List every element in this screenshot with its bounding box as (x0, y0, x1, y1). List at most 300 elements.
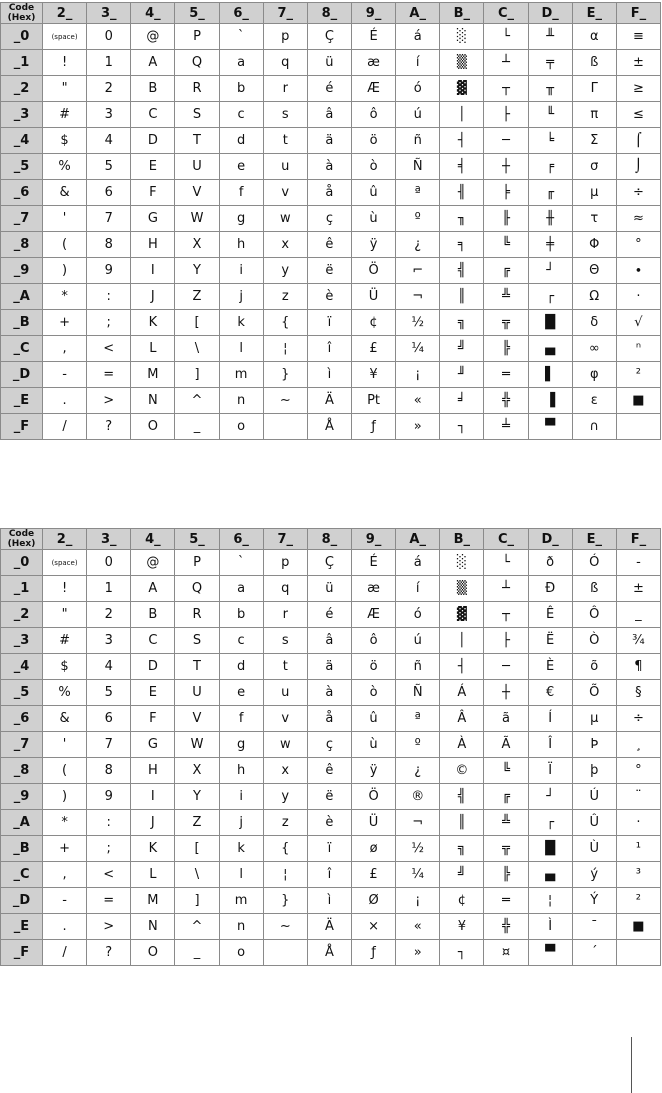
char-cell: H (131, 232, 175, 258)
char-cell: Ü (351, 810, 395, 836)
char-cell: . (43, 388, 87, 414)
char-cell: Φ (572, 232, 616, 258)
char-cell: f (219, 706, 263, 732)
char-cell: ─ (484, 128, 528, 154)
char-cell: B (131, 602, 175, 628)
char-cell: G (131, 206, 175, 232)
char-cell: ╙ (528, 102, 572, 128)
char-cell: ¡ (396, 888, 440, 914)
row-header: _8 (1, 232, 43, 258)
char-cell: T (175, 654, 219, 680)
char-cell: ? (87, 414, 131, 440)
char-cell: Ã (484, 732, 528, 758)
char-cell: 3 (87, 102, 131, 128)
table-row (1, 50, 661, 76)
char-cell: ║ (440, 810, 484, 836)
char-cell: Y (175, 784, 219, 810)
char-cell: ┌ (528, 284, 572, 310)
char-cell: ▄ (528, 336, 572, 362)
column-header: 7_ (263, 529, 307, 550)
char-cell: ¬ (396, 284, 440, 310)
char-cell: ╫ (528, 206, 572, 232)
char-cell: ■ (616, 388, 660, 414)
table-row (1, 732, 661, 758)
char-cell: ï (307, 310, 351, 336)
row-header: _6 (1, 180, 43, 206)
char-cell: ' (43, 732, 87, 758)
char-cell: q (263, 50, 307, 76)
char-cell: V (175, 706, 219, 732)
row-header: _C (1, 336, 43, 362)
char-cell: ≤ (616, 102, 660, 128)
char-cell: ╔ (484, 258, 528, 284)
char-cell: ┘ (528, 784, 572, 810)
char-cell: ò (351, 680, 395, 706)
char-cell: ═ (484, 362, 528, 388)
char-cell: 7 (87, 732, 131, 758)
char-cell: π (572, 102, 616, 128)
row-header: _4 (1, 654, 43, 680)
char-cell: ¥ (351, 362, 395, 388)
char-cell: ║ (440, 284, 484, 310)
table-row (1, 914, 661, 940)
char-cell: ░ (440, 550, 484, 576)
char-cell: @ (131, 550, 175, 576)
char-cell: P (175, 24, 219, 50)
table-row (1, 940, 661, 966)
char-cell: ∩ (572, 414, 616, 440)
char-cell: 8 (87, 232, 131, 258)
char-cell: É (351, 550, 395, 576)
char-cell: F (131, 180, 175, 206)
char-cell: ë (307, 258, 351, 284)
column-header: D_ (528, 529, 572, 550)
char-cell: ╦ (484, 836, 528, 862)
column-header: 6_ (219, 529, 263, 550)
char-cell: o (219, 940, 263, 966)
char-cell: z (263, 284, 307, 310)
char-cell: ô (351, 628, 395, 654)
char-cell: y (263, 258, 307, 284)
char-cell (616, 940, 660, 966)
char-cell: € (528, 680, 572, 706)
char-cell: ┤ (440, 128, 484, 154)
char-cell: └ (484, 24, 528, 50)
char-cell: k (219, 310, 263, 336)
table-row (1, 24, 661, 50)
char-cell: $ (43, 128, 87, 154)
char-cell: Ý (572, 888, 616, 914)
char-cell: ä (307, 654, 351, 680)
char-cell: Õ (572, 680, 616, 706)
char-cell: ^ (175, 914, 219, 940)
char-cell: 9 (87, 258, 131, 284)
char-cell: ▌ (528, 362, 572, 388)
char-cell: ç (307, 206, 351, 232)
char-cell: 9 (87, 784, 131, 810)
row-header: _0 (1, 550, 43, 576)
char-cell: Ó (572, 550, 616, 576)
char-cell: é (307, 602, 351, 628)
char-cell: ƒ (351, 940, 395, 966)
char-cell: ─ (484, 654, 528, 680)
char-cell: * (43, 810, 87, 836)
row-header: _D (1, 362, 43, 388)
char-cell: É (351, 24, 395, 50)
char-cell: P (175, 550, 219, 576)
char-cell: R (175, 76, 219, 102)
char-cell: ü (307, 50, 351, 76)
header-row (1, 3, 661, 24)
row-header: _0 (1, 24, 43, 50)
row-header: _E (1, 914, 43, 940)
char-cell: y (263, 784, 307, 810)
char-cell: 1 (87, 50, 131, 76)
char-cell: _ (616, 602, 660, 628)
char-cell: q (263, 576, 307, 602)
char-cell: ö (351, 654, 395, 680)
table-row (1, 414, 661, 440)
char-cell: ¾ (616, 628, 660, 654)
char-cell: Ä (307, 388, 351, 414)
char-cell: ã (484, 706, 528, 732)
char-cell: % (43, 680, 87, 706)
char-cell: $ (43, 654, 87, 680)
row-header: _B (1, 836, 43, 862)
column-header: D_ (528, 3, 572, 24)
char-cell: Pt (351, 388, 395, 414)
char-cell: » (396, 940, 440, 966)
corner-header: Code (Hex) (1, 3, 43, 24)
char-cell: t (263, 654, 307, 680)
char-cell: X (175, 758, 219, 784)
row-header: _B (1, 310, 43, 336)
char-cell: \ (175, 862, 219, 888)
char-cell: } (263, 888, 307, 914)
char-cell: S (175, 102, 219, 128)
char-cell: 4 (87, 654, 131, 680)
row-header: _9 (1, 784, 43, 810)
char-cell: I (131, 258, 175, 284)
char-cell: ┴ (484, 50, 528, 76)
char-cell: ¬ (396, 810, 440, 836)
char-cell: û (351, 706, 395, 732)
char-cell: Ø (351, 888, 395, 914)
char-cell: 7 (87, 206, 131, 232)
char-cell: m (219, 888, 263, 914)
char-cell: Ì (528, 914, 572, 940)
char-cell: J (131, 810, 175, 836)
char-cell: (space) (43, 24, 87, 50)
char-cell: ╣ (440, 784, 484, 810)
char-cell: ┘ (528, 258, 572, 284)
char-cell: Ñ (396, 680, 440, 706)
char-cell: © (440, 758, 484, 784)
char-cell: H (131, 758, 175, 784)
char-cell: Î (528, 732, 572, 758)
table-row (1, 388, 661, 414)
char-cell: ╚ (484, 232, 528, 258)
char-cell: A (131, 576, 175, 602)
column-header: A_ (396, 529, 440, 550)
char-cell: ╓ (528, 180, 572, 206)
char-cell: ▒ (440, 50, 484, 76)
char-cell: Æ (351, 602, 395, 628)
char-cell: ~ (263, 388, 307, 414)
char-cell: ç (307, 732, 351, 758)
char-cell: s (263, 102, 307, 128)
char-cell: ∞ (572, 336, 616, 362)
char-cell: ë (307, 784, 351, 810)
row-header: _8 (1, 758, 43, 784)
char-cell: Ù (572, 836, 616, 862)
char-cell: ∙ (616, 258, 660, 284)
code-page-table-1 (0, 2, 661, 440)
char-cell: à (307, 154, 351, 180)
char-cell: ^ (175, 388, 219, 414)
char-cell: 8 (87, 758, 131, 784)
char-cell: ' (43, 206, 87, 232)
char-cell: ± (616, 576, 660, 602)
char-cell: ï (307, 836, 351, 862)
char-cell: , (43, 336, 87, 362)
table-row (1, 654, 661, 680)
table-row (1, 206, 661, 232)
char-cell: " (43, 76, 87, 102)
column-header: 2_ (43, 529, 87, 550)
char-cell: å (307, 706, 351, 732)
char-cell: ε (572, 388, 616, 414)
char-cell: ñ (396, 654, 440, 680)
char-cell: ╕ (440, 232, 484, 258)
char-cell: Ö (351, 258, 395, 284)
char-cell: # (43, 628, 87, 654)
char-cell: ≡ (616, 24, 660, 50)
char-cell: Á (440, 680, 484, 706)
char-cell: Γ (572, 76, 616, 102)
char-cell: █ (528, 310, 572, 336)
column-header: 9_ (351, 529, 395, 550)
char-cell: & (43, 180, 87, 206)
column-header: B_ (440, 529, 484, 550)
char-cell: b (219, 76, 263, 102)
char-cell: ? (87, 940, 131, 966)
char-cell: î (307, 336, 351, 362)
char-cell: e (219, 154, 263, 180)
char-cell: / (43, 940, 87, 966)
column-header: 2_ (43, 3, 87, 24)
char-cell: ╝ (440, 336, 484, 362)
char-cell: Z (175, 810, 219, 836)
table-row (1, 232, 661, 258)
char-cell: % (43, 154, 87, 180)
char-cell (263, 414, 307, 440)
char-cell: ¹ (616, 836, 660, 862)
char-cell: Û (572, 810, 616, 836)
row-header: _4 (1, 128, 43, 154)
char-cell: v (263, 706, 307, 732)
char-cell: þ (572, 758, 616, 784)
row-header: _A (1, 810, 43, 836)
char-cell: p (263, 24, 307, 50)
char-cell: È (528, 654, 572, 680)
char-cell: Æ (351, 76, 395, 102)
char-cell: ì (307, 888, 351, 914)
char-cell: ] (175, 362, 219, 388)
char-cell: Å (307, 414, 351, 440)
column-header: 5_ (175, 3, 219, 24)
char-cell: e (219, 680, 263, 706)
char-cell: r (263, 76, 307, 102)
char-cell: â (307, 628, 351, 654)
char-cell: 4 (87, 128, 131, 154)
char-cell: L (131, 336, 175, 362)
char-cell: æ (351, 50, 395, 76)
char-cell: " (43, 602, 87, 628)
char-cell: ` (219, 550, 263, 576)
char-cell: N (131, 388, 175, 414)
char-cell: ▀ (528, 414, 572, 440)
char-cell: > (87, 914, 131, 940)
char-cell: Ç (307, 24, 351, 50)
table-row (1, 810, 661, 836)
char-cell: à (307, 680, 351, 706)
char-cell: j (219, 810, 263, 836)
char-cell: ¡ (396, 362, 440, 388)
char-cell: f (219, 180, 263, 206)
row-header: _A (1, 284, 43, 310)
char-cell: Ü (351, 284, 395, 310)
char-cell: w (263, 206, 307, 232)
char-cell: Ú (572, 784, 616, 810)
char-cell: è (307, 284, 351, 310)
char-cell: g (219, 206, 263, 232)
char-cell: ═ (484, 888, 528, 914)
char-cell: ¦ (528, 888, 572, 914)
char-cell: ó (396, 602, 440, 628)
char-cell: │ (440, 102, 484, 128)
char-cell: s (263, 628, 307, 654)
char-cell: ╦ (484, 310, 528, 336)
row-header: _5 (1, 154, 43, 180)
char-cell: î (307, 862, 351, 888)
char-cell: Ô (572, 602, 616, 628)
column-header: C_ (484, 529, 528, 550)
char-cell (263, 940, 307, 966)
char-cell: u (263, 154, 307, 180)
column-header: B_ (440, 3, 484, 24)
char-cell: Â (440, 706, 484, 732)
table-row (1, 784, 661, 810)
char-cell: m (219, 362, 263, 388)
char-cell: ╣ (440, 258, 484, 284)
char-cell: ┼ (484, 154, 528, 180)
char-cell: ! (43, 576, 87, 602)
char-cell: r (263, 602, 307, 628)
table-row (1, 362, 661, 388)
char-cell: n (219, 388, 263, 414)
char-cell: ~ (263, 914, 307, 940)
column-header: F_ (616, 529, 660, 550)
char-cell: \ (175, 336, 219, 362)
char-cell: ┐ (440, 414, 484, 440)
char-cell: ´ (572, 940, 616, 966)
char-cell: ² (616, 362, 660, 388)
char-cell: ╤ (528, 50, 572, 76)
char-cell: ╬ (484, 914, 528, 940)
char-cell: ╧ (484, 414, 528, 440)
char-cell: ý (572, 862, 616, 888)
char-cell: 0 (87, 24, 131, 50)
char-cell: # (43, 102, 87, 128)
char-cell: ¦ (263, 336, 307, 362)
char-cell: ñ (396, 128, 440, 154)
char-cell: ! (43, 50, 87, 76)
char-cell: ( (43, 232, 87, 258)
char-cell: ê (307, 232, 351, 258)
char-cell: ≥ (616, 76, 660, 102)
char-cell: á (396, 24, 440, 50)
char-cell: ) (43, 258, 87, 284)
table-row (1, 128, 661, 154)
char-cell: ; (87, 836, 131, 862)
char-cell: Σ (572, 128, 616, 154)
char-cell: 2 (87, 602, 131, 628)
char-cell: Z (175, 284, 219, 310)
char-cell: x (263, 758, 307, 784)
table-row (1, 76, 661, 102)
char-cell: k (219, 836, 263, 862)
row-header: _9 (1, 258, 43, 284)
char-cell: B (131, 76, 175, 102)
char-cell: - (43, 362, 87, 388)
table-row (1, 628, 661, 654)
char-cell: ┐ (440, 940, 484, 966)
char-cell: ¦ (263, 862, 307, 888)
char-cell: b (219, 602, 263, 628)
char-cell: Ï (528, 758, 572, 784)
column-header: 7_ (263, 3, 307, 24)
char-cell: · (616, 810, 660, 836)
table-row (1, 336, 661, 362)
char-cell: D (131, 654, 175, 680)
char-cell: │ (440, 628, 484, 654)
char-cell: £ (351, 336, 395, 362)
char-cell: ® (396, 784, 440, 810)
char-cell: ╢ (440, 180, 484, 206)
char-cell: & (43, 706, 87, 732)
char-cell: █ (528, 836, 572, 862)
char-cell: J (131, 284, 175, 310)
table-row (1, 154, 661, 180)
char-cell: / (43, 414, 87, 440)
char-cell: (space) (43, 550, 87, 576)
table-row (1, 310, 661, 336)
char-cell: ├ (484, 102, 528, 128)
column-header: C_ (484, 3, 528, 24)
char-cell: Ñ (396, 154, 440, 180)
char-cell: ├ (484, 628, 528, 654)
char-cell: Q (175, 576, 219, 602)
char-cell: E (131, 154, 175, 180)
char-cell: Ê (528, 602, 572, 628)
column-header: 3_ (87, 3, 131, 24)
char-cell: ¥ (440, 914, 484, 940)
char-cell: ù (351, 732, 395, 758)
row-header: _D (1, 888, 43, 914)
char-cell: 0 (87, 550, 131, 576)
char-cell: Θ (572, 258, 616, 284)
